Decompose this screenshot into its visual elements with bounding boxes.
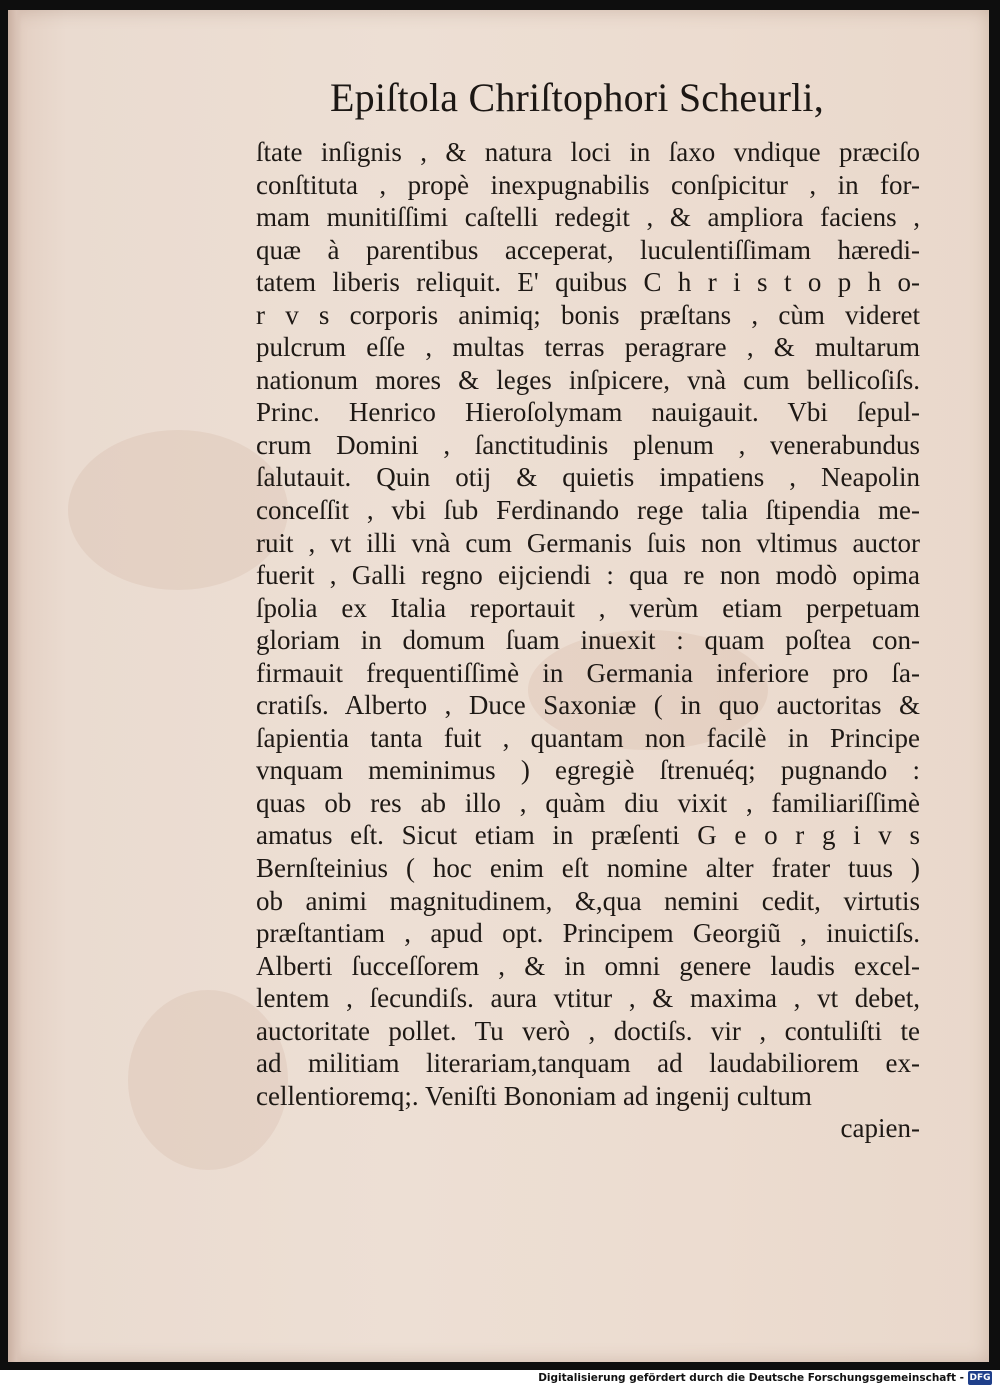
text-line: ſapientia tanta fuit , quantam non facilè in Principe xyxy=(256,722,920,753)
dfg-logo-icon: DFG xyxy=(969,1373,991,1383)
text-line: ſpolia ex Italia reportauit , verùm etiam perpetuam xyxy=(256,592,920,623)
text-line: amatus eſt. Sicut etiam in præſenti G e o r g i v s xyxy=(256,820,920,851)
text-line: ſalutauit. Quin otij & quietis impatiens , Neapolin xyxy=(256,462,920,493)
text-line: tatem liberis reliquit. E' quibus C h r i s t o p h o- xyxy=(256,267,920,298)
text-line: gloriam in domum ſuam inuexit : quam poſtea con- xyxy=(256,625,920,656)
text-line: cratiſs. Alberto , Duce Saxoniæ ( in quo auctoritas & xyxy=(256,690,920,721)
text-line: quas ob res ab illo , quàm diu vixit , familiariſſimè xyxy=(256,787,920,818)
text-line: ad militiam literariam,tanquam ad laudabiliorem ex- xyxy=(256,1048,920,1079)
paper-stain xyxy=(68,430,288,590)
body-text xyxy=(256,136,920,1145)
text-line: auctoritate pollet. Tu verò , doctiſs. vir , contuliſti te xyxy=(256,1015,920,1046)
text-line: crum Domini , ſanctitudinis plenum , venerabundus xyxy=(256,429,920,460)
text-line: vnquam meminimus ) egregiè ſtrenuéq; pugnando : xyxy=(256,755,920,786)
text-line: r v s corporis animiq; bonis præſtans , cùm videret xyxy=(256,299,920,330)
text-line: nationum mores & leges inſpicere, vnà cum bellicoſiſs. xyxy=(256,364,920,395)
text-line: conceſſit , vbi ſub Ferdinando rege talia ſtipendia me- xyxy=(256,495,920,526)
text-line: mam munitiſſimi caſtelli redegit , & ampliora faciens , xyxy=(256,202,920,233)
text-line: ruit , vt illi vnà cum Germanis ſuis non vltimus auctor xyxy=(256,527,920,558)
text-line: firmauit frequentiſſimè in Germania inferiore pro ſa- xyxy=(256,657,920,688)
text-line: pulcrum eſſe , multas terras peragrare , & multarum xyxy=(256,332,920,363)
text-line: Princ. Henrico Hieroſolymam nauigauit. Vbi ſepul- xyxy=(256,397,920,428)
text-line: conſtituta , propè inexpugnabilis conſpicitur , in for- xyxy=(256,169,920,200)
text-line: cellentioremq;. Veniſti Bononiam ad ingenij cultum xyxy=(256,1080,812,1111)
text-line: lentem , ſecundiſs. aura vtitur , & maxima , vt debet, xyxy=(256,983,920,1014)
text-line: Bernſteinius ( hoc enim eſt nomine alter frater tuus ) xyxy=(256,853,920,884)
running-head: Epiſtola Chriſtophori Scheurli, xyxy=(330,75,824,120)
text-line: Alberti ſucceſſorem , & in omni genere laudis excel- xyxy=(256,950,920,981)
text-line: præſtantiam , apud opt. Principem Georgiũ , inuictiſs. xyxy=(256,918,920,949)
footer-credit: Digitalisierung gefördert durch die Deutsche Forschungsgemeinschaft - xyxy=(538,1372,964,1384)
page-left-edge xyxy=(8,10,22,1362)
text-line: quæ à parentibus acceperat, luculentiſſimam hæredi- xyxy=(256,234,920,265)
text-line: fuerit , Galli regno eijciendi : qua re non modò opima xyxy=(256,560,920,591)
catchword: capien- xyxy=(840,1113,920,1144)
text-line: ob animi magnitudinem, &,qua nemini cedit, virtutis xyxy=(256,885,920,916)
text-line: ſtate inſignis , & natura loci in ſaxo vndique præciſo xyxy=(256,137,920,167)
